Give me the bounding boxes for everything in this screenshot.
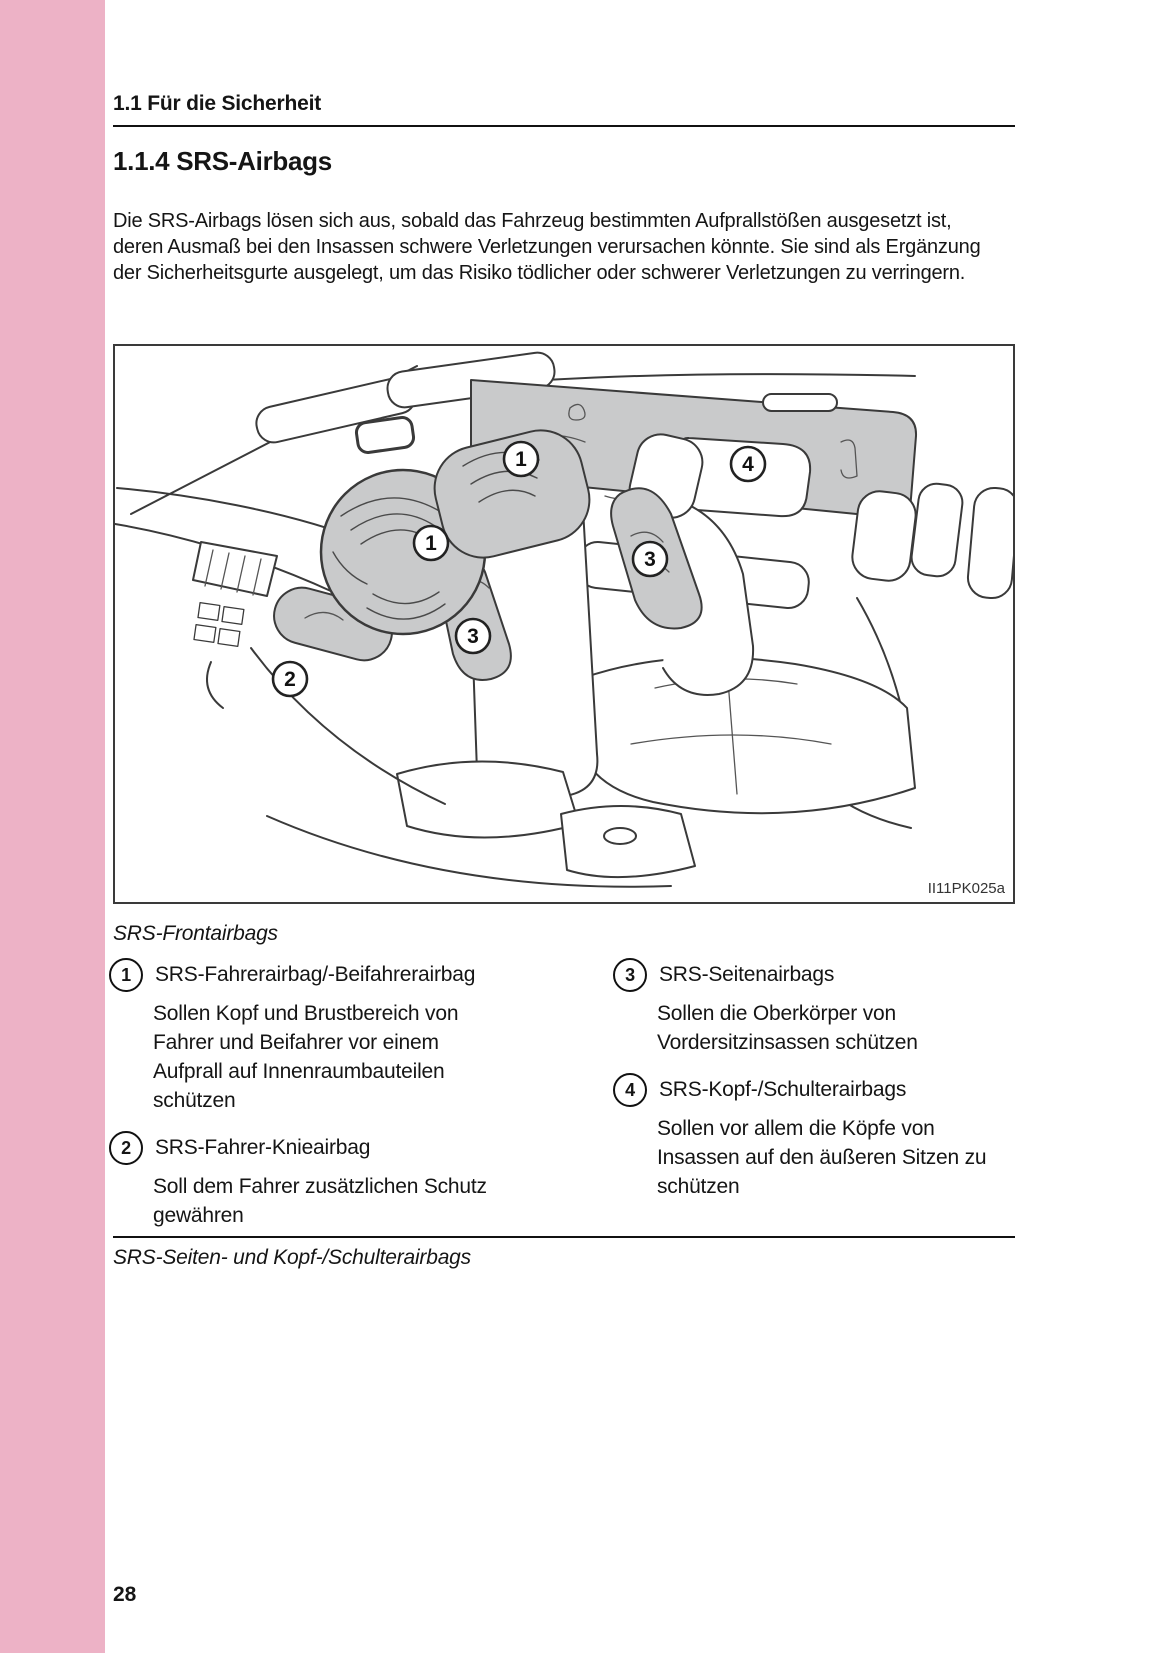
item-4-number-badge: 4 bbox=[613, 1073, 647, 1107]
legend-column-left bbox=[113, 922, 593, 1270]
section-divider-rule bbox=[113, 1236, 1015, 1238]
legend-column-right bbox=[617, 958, 1015, 1217]
callout-num-passenger-side-airbag: 3 bbox=[644, 548, 656, 571]
callout-num-passenger-airbag: 1 bbox=[515, 448, 527, 471]
item-3-number-badge: 3 bbox=[613, 958, 647, 992]
chapter-color-tab bbox=[0, 0, 105, 1653]
item-3-title: SRS-Seitenairbags bbox=[659, 963, 835, 986]
grab-handle bbox=[763, 394, 837, 411]
dash-vent bbox=[193, 542, 277, 596]
airbag-figure bbox=[113, 344, 1015, 904]
airbag-figure-illustration bbox=[115, 346, 1013, 902]
item-1-description: Sollen Kopf und Brustbereich von Fahrer und Beifahrer vor einem Aufprall auf Innenraumbauteilen schützen bbox=[153, 1002, 459, 1112]
group-title-seiten-kopf: SRS-Seiten- und Kopf-/Schulterairbags bbox=[113, 1246, 471, 1269]
section-title: 1.1.4 SRS-Airbags bbox=[113, 146, 332, 176]
far-right-headrest bbox=[966, 486, 1013, 599]
item-2-title: SRS-Fahrer-Knieairbag bbox=[155, 1136, 371, 1159]
item-3-description: Sollen die Oberkörper von Vordersitzinsassen schützen bbox=[657, 1002, 918, 1054]
intro-paragraph: Die SRS-Airbags lösen sich aus, sobald das Fahrzeug bestimmten Aufprallstößen ausgesetzt ist, deren Ausmaß bei den Insassen schwere Verletzungen verursachen könnte. Sie sind als Ergänzung der Sicherheitsgurte ausgelegt, um das Risiko tödlicher oder schwerer Verletzungen zu verringern. bbox=[113, 210, 981, 284]
callout-num-knee-airbag: 2 bbox=[284, 668, 296, 691]
chapter-title: 1.1 Für die Sicherheit bbox=[113, 92, 321, 115]
legend-item-2 bbox=[113, 1131, 593, 1230]
rearview-mirror bbox=[355, 416, 415, 454]
group-title-frontairbags: SRS-Frontairbags bbox=[113, 922, 278, 945]
item-1-title: SRS-Fahrerairbag/-Beifahrerairbag bbox=[155, 963, 476, 986]
item-2-number-badge: 2 bbox=[109, 1131, 143, 1165]
rear-headrest-left bbox=[850, 489, 918, 583]
legend-item-4 bbox=[617, 1073, 1015, 1201]
callout-num-driver-airbag: 1 bbox=[425, 532, 437, 555]
driver-seat-cushion bbox=[397, 761, 579, 837]
page-number: 28 bbox=[113, 1583, 137, 1606]
callout-num-driver-side-airbag: 3 bbox=[467, 625, 479, 648]
item-1-number-badge: 1 bbox=[109, 958, 143, 992]
callout-num-curtain-airbag: 4 bbox=[742, 453, 754, 476]
legend-item-1 bbox=[113, 958, 593, 1115]
figure-code-label: II11PK025a bbox=[927, 880, 1005, 897]
item-2-description: Soll dem Fahrer zusätzlichen Schutz gewähren bbox=[153, 1175, 487, 1227]
page-header bbox=[113, 92, 1015, 127]
gear-shifter bbox=[604, 828, 636, 844]
item-4-title: SRS-Kopf-/Schulterairbags bbox=[659, 1078, 907, 1101]
legend-item-3 bbox=[617, 958, 1015, 1057]
rear-headrest-right bbox=[910, 482, 965, 579]
item-4-description: Sollen vor allem die Köpfe von Insassen auf den äußeren Sitzen zu schützen bbox=[657, 1117, 987, 1198]
